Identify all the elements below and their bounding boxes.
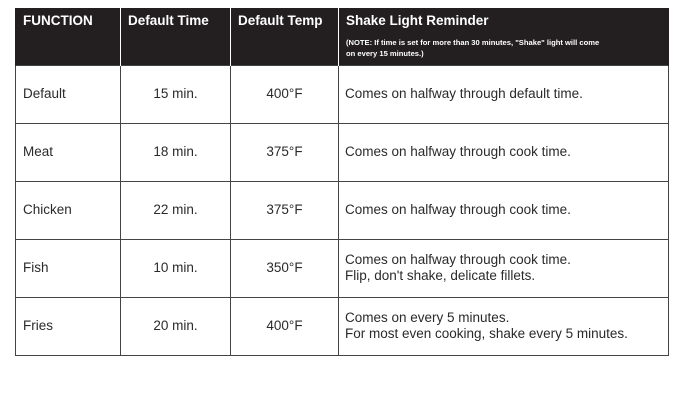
- table-row: [16, 181, 669, 239]
- header-default-temp: Default Temp: [231, 8, 339, 65]
- table-row: [16, 297, 669, 355]
- header-row: [16, 8, 669, 65]
- time-cell: 18 min.: [121, 123, 231, 181]
- table-body: [16, 65, 669, 355]
- header-shake-light: [339, 8, 669, 65]
- time-cell: 22 min.: [121, 181, 231, 239]
- temp-cell: 375°F: [231, 123, 339, 181]
- table-row: [16, 65, 669, 123]
- reminder-line-2: For most even cooking, shake every 5 minutes.: [345, 326, 628, 341]
- header-note: [346, 37, 662, 59]
- function-cell: Fries: [16, 297, 121, 355]
- table-header: [16, 8, 669, 65]
- reminder-cell: [339, 239, 669, 297]
- header-function: FUNCTION: [16, 8, 121, 65]
- temp-cell: 400°F: [231, 65, 339, 123]
- reminder-line: Comes on halfway through cook time.: [345, 144, 571, 159]
- reminder-cell: [339, 181, 669, 239]
- reminder-line-2: Flip, don't shake, delicate fillets.: [345, 268, 536, 283]
- header-default-time: Default Time: [121, 8, 231, 65]
- header-note-line1: (NOTE: If time is set for more than 30 minutes, "Shake" light will come: [346, 38, 600, 47]
- time-cell: 15 min.: [121, 65, 231, 123]
- function-table-container: [15, 8, 668, 356]
- function-cell: Meat: [16, 123, 121, 181]
- reminder-cell: [339, 297, 669, 355]
- temp-cell: 400°F: [231, 297, 339, 355]
- reminder-line: Comes on halfway through default time.: [345, 86, 583, 101]
- header-shake-light-label: Shake Light Reminder: [346, 13, 489, 28]
- reminder-line: Comes on halfway through cook time.: [345, 202, 571, 217]
- table-row: [16, 239, 669, 297]
- temp-cell: 375°F: [231, 181, 339, 239]
- function-cell: Default: [16, 65, 121, 123]
- time-cell: 20 min.: [121, 297, 231, 355]
- function-cell: Fish: [16, 239, 121, 297]
- reminder-cell: [339, 123, 669, 181]
- reminder-line: Comes on every 5 minutes.: [345, 310, 510, 325]
- function-table: [15, 8, 669, 356]
- reminder-cell: [339, 65, 669, 123]
- table-row: [16, 123, 669, 181]
- header-note-line2: on every 15 minutes.): [346, 49, 424, 58]
- temp-cell: 350°F: [231, 239, 339, 297]
- reminder-line: Comes on halfway through cook time.: [345, 252, 571, 267]
- function-cell: Chicken: [16, 181, 121, 239]
- time-cell: 10 min.: [121, 239, 231, 297]
